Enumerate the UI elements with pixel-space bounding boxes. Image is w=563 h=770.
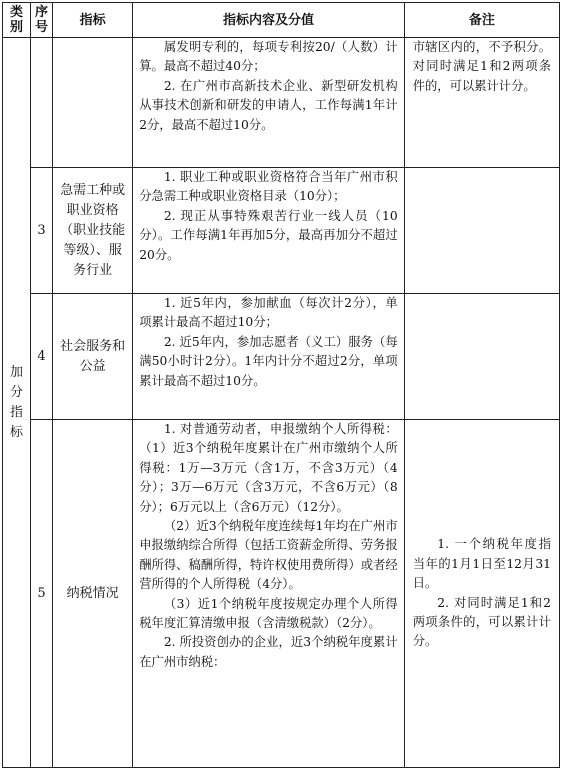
header-number: 序号: [31, 3, 53, 38]
row-content: [133, 38, 404, 168]
table-row: [3, 38, 560, 168]
table-row: [3, 420, 560, 768]
content-paragraph: （2）近3个纳税年度连续每1年均在广州市申报缴纳综合所得（包括工资薪金所得、劳务报酬所得、稿酬所得，特许权使用费所得）或者经营所得的个人所得税（4分）。: [139, 519, 398, 592]
row-remark: [404, 294, 559, 420]
content-paragraph: 属发明专利的，每项专利按20/（人数）计算。最高不超过40分；: [139, 40, 398, 74]
content-paragraph: 2. 在广州市高新技术企业、新型研发机构从事技术创新和研发的申请人，工作每满1年计2分，最高不超过10分。: [139, 78, 398, 132]
row-remark: [404, 38, 559, 168]
row-remark: [404, 420, 559, 768]
category-label: 加分指标: [10, 364, 24, 440]
content-paragraph: 1. 对普通劳动者，申报缴纳个人所得税：（1）近3个纳税年度累计在广州市缴纳个人所得税：1万—3万元（含1万，不含3万元）（4分）；3万—6万元（含3万元，不含6万元）（8分）；6万元以上（含6万元）（12分）。: [139, 422, 398, 514]
remark-paragraph: 2. 对同时满足1和2两项条件的，可以累计计分。: [412, 595, 551, 649]
category-cell: [3, 38, 31, 768]
content-paragraph: 1. 近5年内，参加献血（每次计2分），单项累计最高不超过10分；: [139, 296, 398, 330]
content-paragraph: （3）近1个纳税年度按规定办理个人所得税年度汇算清缴申报（含清缴税款）（2分）。: [139, 596, 398, 631]
header-content: 指标内容及分值: [133, 3, 404, 38]
score-table: [2, 2, 560, 768]
row-number: 3: [31, 168, 53, 294]
row-content: [133, 168, 404, 294]
row-content: [133, 420, 404, 768]
row-indicator: 社会服务和公益: [53, 294, 133, 420]
table-header-row: [3, 3, 560, 38]
content-paragraph: 2. 近5年内，参加志愿者（义工）服务（每满50小时计2分）。1年内计分不超过2分，单项累计最高不超过10分。: [139, 334, 398, 388]
row-remark: [404, 168, 559, 294]
row-number: [31, 38, 53, 168]
row-indicator: 纳税情况: [53, 420, 133, 768]
content-paragraph: 1. 职业工种或职业资格符合当年广州市积分急需工种或职业资格目录（10分）；: [139, 170, 398, 204]
header-category: 类别: [3, 3, 31, 38]
remark-paragraph: 市辖区内的，不予积分。对同时满足1和2两项条件的，可以累计计分。: [412, 40, 551, 93]
row-indicator: 急需工种或职业资格（职业技能等级）、服务行业: [53, 168, 133, 294]
row-indicator: [53, 38, 133, 168]
table-row: [3, 294, 560, 420]
header-indicator: 指标: [53, 3, 133, 38]
remark-paragraph: 1. 一个纳税年度指当年的1月1日至12月31日。: [412, 537, 551, 591]
row-number: 4: [31, 294, 53, 420]
table-row: [3, 168, 560, 294]
row-number: 5: [31, 420, 53, 768]
header-remark: 备注: [404, 3, 559, 38]
row-content: [133, 294, 404, 420]
content-paragraph: 2. 所投资创办的企业，近3个纳税年度累计在广州市纳税：: [139, 635, 398, 669]
content-paragraph: 2. 现正从事特殊艰苦行业一线人员（10分）。工作每满1年再加5分，最高再加分不超过20分。: [139, 208, 398, 262]
